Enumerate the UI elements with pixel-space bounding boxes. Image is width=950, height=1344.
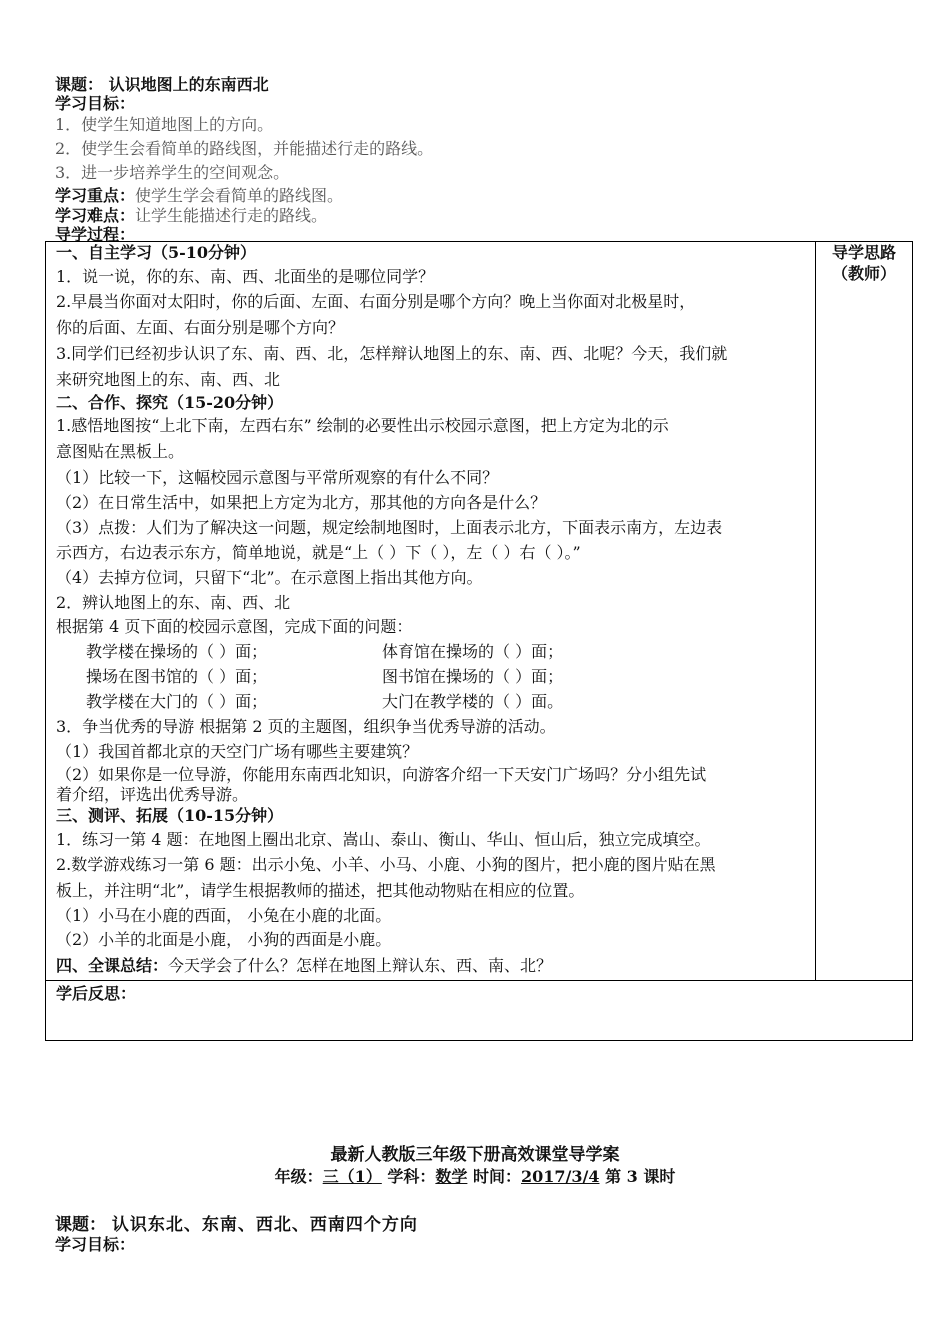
process-label: 导学过程： — [55, 225, 136, 244]
topic-text: 认识地图上的东南西北 — [108, 75, 269, 94]
objective-item: 1．使学生知道地图上的方向。 — [55, 115, 274, 134]
content-line: 你的后面、左面、右面分别是哪个方向？ — [56, 318, 345, 337]
difficulty-label: 学习难点： — [55, 206, 136, 225]
key-point-label: 学习重点： — [55, 186, 136, 205]
lesson-content — [56, 242, 811, 980]
content-line: 根据第 4 页下面的校园示意图，完成下面的问题： — [56, 617, 413, 636]
lesson-table — [45, 241, 913, 1041]
fill-row — [56, 689, 811, 714]
key-point-text: 使学生学会看简单的路线图。 — [135, 186, 344, 205]
next-lesson-meta — [0, 1164, 950, 1187]
side-header: 导学思路 — [831, 243, 896, 262]
time-value: 2017/3/4 — [521, 1167, 600, 1186]
content-line: （3）点拨：人们为了解决这一问题，规定绘制地图时，上面表示北方，下面表示南方，左边表 — [56, 518, 723, 537]
summary-label: 四、全课总结： — [56, 956, 169, 975]
objective-item: 3．进一步培养学生的空间观念。 — [55, 163, 290, 182]
row-divider — [46, 980, 912, 981]
fill-row — [56, 639, 811, 664]
content-line: （1）比较一下，这幅校园示意图与平常所观察的有什么不同？ — [56, 468, 499, 487]
content-line: 着介绍，评选出优秀导游。 — [56, 785, 249, 804]
teacher-notes-column — [816, 242, 912, 284]
difficulty-text: 让学生能描述行走的路线。 — [135, 206, 328, 225]
content-line: （2）小羊的北面是小鹿， 小狗的西面是小鹿。 — [56, 930, 392, 949]
next-objectives-label: 学习目标： — [55, 1235, 136, 1254]
side-header: （教师） — [831, 264, 896, 283]
subject-label: 学科： — [387, 1167, 436, 1186]
section-heading: 二、合作、探究（15-20分钟） — [56, 393, 284, 412]
content-line: （4）去掉方位词，只留下“北”。在示意图上指出其他方向。 — [56, 568, 483, 587]
content-line: （1）我国首都北京的天空门广场有哪些主要建筑？ — [56, 742, 419, 761]
content-line: 示西方，右边表示东方，简单地说，就是“上（ ）下（ ），左（ ）右（ ）。” — [56, 543, 581, 562]
next-lesson-title: 最新人教版三年级下册高效课堂导学案 — [330, 1145, 620, 1165]
period-value: 第 3 课时 — [605, 1167, 676, 1186]
content-line: 1．练习一第 4 题：在地图上圈出北京、嵩山、泰山、衡山、华山、恒山后，独立完成填空。 — [56, 830, 711, 849]
content-line: 1.感悟地图按“上北下南，左西右东” 绘制的必要性出示校园示意图，把上方定为北的示 — [56, 416, 669, 435]
fill-row — [56, 664, 811, 689]
fill-item: 图书馆在操场的（ ）面； — [382, 667, 564, 686]
fill-item: 教学楼在大门的（ ）面； — [86, 692, 268, 711]
summary-text: 今天学会了什么？怎样在地图上辩认东、西、南、北？ — [168, 956, 553, 975]
content-line: 2．辨认地图上的东、南、西、北 — [56, 593, 291, 612]
objective-item: 2．使学生会看简单的路线图，并能描述行走的路线。 — [55, 139, 434, 158]
fill-item: 大门在教学楼的（ ）面。 — [382, 692, 564, 711]
section-heading: 一、自主学习（5-10分钟） — [56, 243, 257, 262]
fill-item: 操场在图书馆的（ ）面； — [86, 667, 268, 686]
fill-item: 教学楼在操场的（ ）面； — [86, 642, 268, 661]
subject-value: 数学 — [435, 1167, 468, 1186]
content-line: （2）如果你是一位导游，你能用东南西北知识，向游客介绍一下天安门广场吗？分小组先试 — [56, 765, 707, 784]
section-heading: 三、测评、拓展（10-15分钟） — [56, 806, 284, 825]
content-line: 来研究地图上的东、南、西、北 — [56, 370, 281, 389]
content-line: （1）小马在小鹿的西面， 小兔在小鹿的北面。 — [56, 906, 392, 925]
content-line: 2.数学游戏练习一第 6 题：出示小兔、小羊、小马、小鹿、小狗的图片，把小鹿的图片贴在黑 — [56, 855, 716, 874]
content-line: 板上，并注明“北”，请学生根据教师的描述，把其他动物贴在相应的位置。 — [56, 881, 585, 900]
grade-value: 三（1） — [322, 1167, 382, 1186]
grade-label: 年级： — [274, 1167, 323, 1186]
fill-item: 体育馆在操场的（ ）面； — [382, 642, 564, 661]
objectives-label: 学习目标： — [55, 94, 136, 113]
content-line: 2.早晨当你面对太阳时，你的后面、左面、右面分别是哪个方向？晚上当你面对北极星时， — [56, 292, 696, 311]
content-line: 意图贴在黑板上。 — [56, 442, 185, 461]
content-line: 3．争当优秀的导游 根据第 2 页的主题图，组织争当优秀导游的活动。 — [56, 717, 556, 736]
next-topic-label: 课题： — [55, 1215, 106, 1235]
reflection-label: 学后反思： — [56, 984, 137, 1003]
next-topic-text: 认识东北、东南、西北、西南四个方向 — [111, 1215, 418, 1235]
summary-line — [56, 952, 811, 980]
topic-label: 课题： — [55, 75, 104, 94]
content-line: （2）在日常生活中，如果把上方定为北方，那其他的方向各是什么？ — [56, 493, 547, 512]
column-divider — [815, 242, 816, 981]
content-line: 3.同学们已经初步认识了东、南、西、北，怎样辩认地图上的东、南、西、北呢？今天，我们就 — [56, 344, 728, 363]
content-line: 1．说一说，你的东、南、西、北面坐的是哪位同学？ — [56, 267, 435, 286]
time-label: 时间： — [472, 1167, 521, 1186]
